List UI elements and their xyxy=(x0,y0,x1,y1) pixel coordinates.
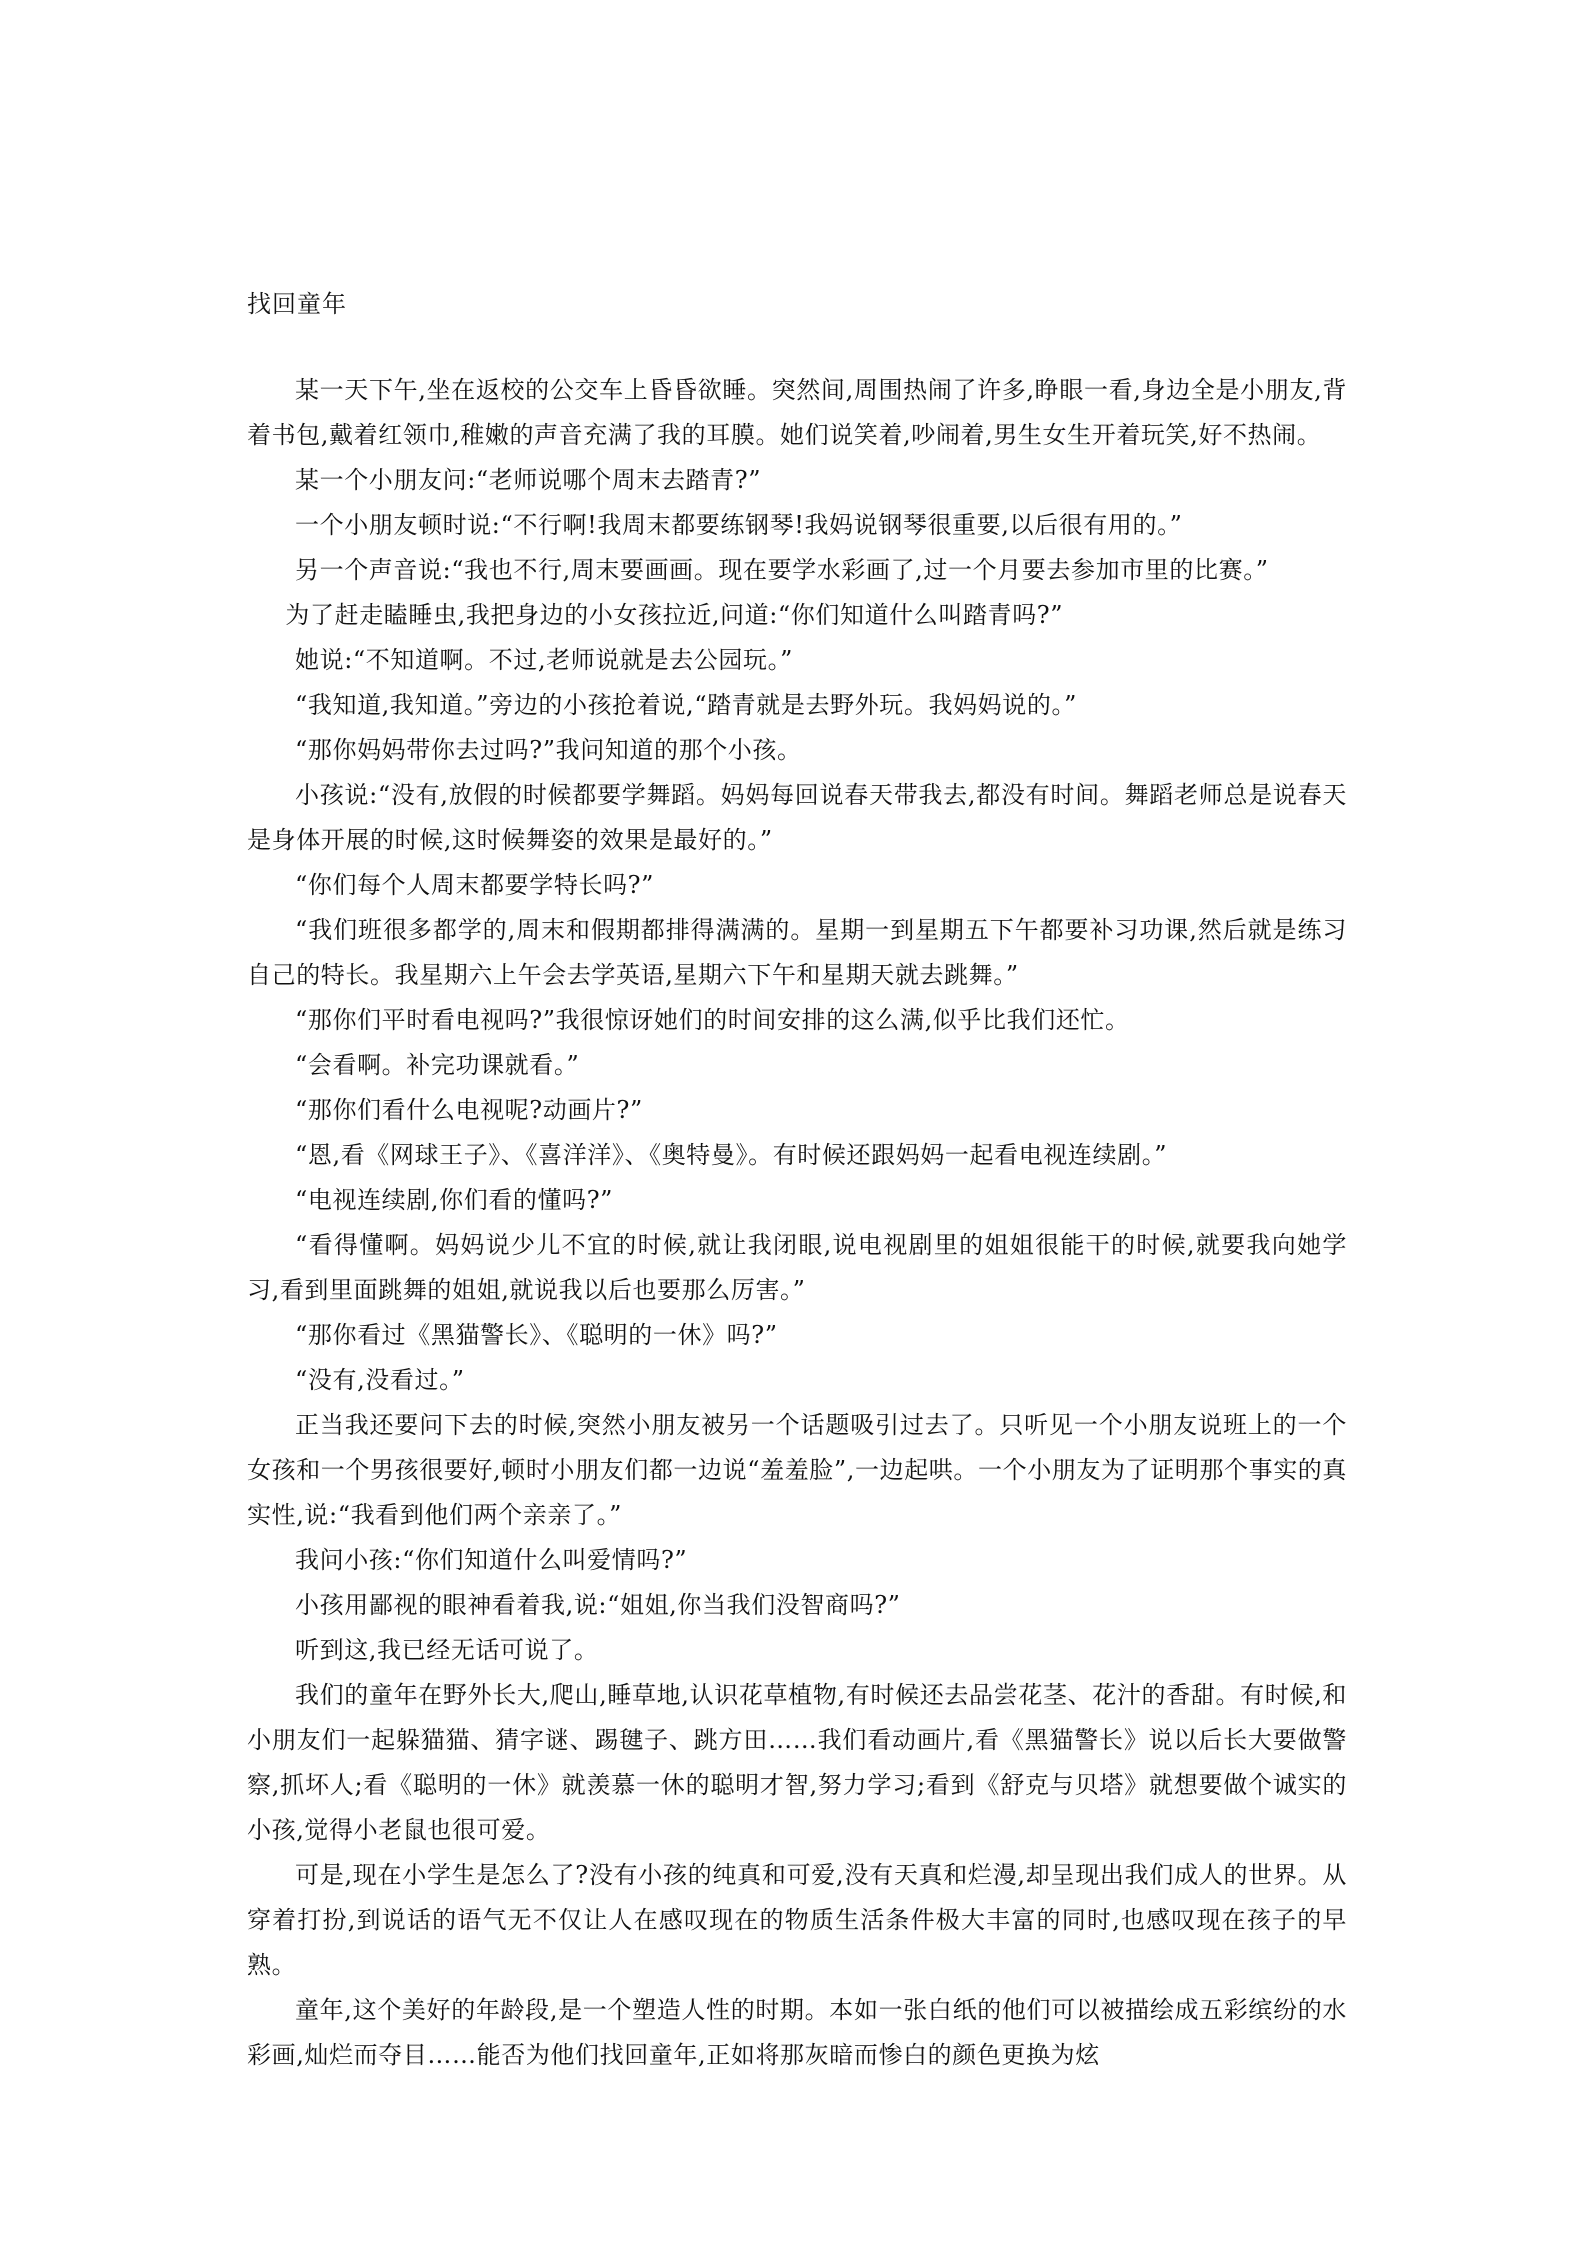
paragraph: 一个小朋友顿时说:“不行啊!我周末都要练钢琴!我妈说钢琴很重要,以后很有用的。” xyxy=(295,511,1183,539)
document-body xyxy=(247,368,1347,2078)
paragraph: 童年,这个美好的年龄段,是一个塑造人性的时期。本如一张白纸的他们可以被描绘成五彩缤纷的水彩画,灿烂而夺目……能否为他们找回童年,正如将那灰暗而惨白的颜色更换为炫 xyxy=(247,1996,1347,2069)
paragraph: 我们的童年在野外长大,爬山,睡草地,认识花草植物,有时候还去品尝花茎、花汁的香甜。有时候,和小朋友们一起躲猫猫、猜字谜、踢毽子、跳方田……我们看动画片,看《黑猫警长》说以后长大要做警察,抓坏人;看《聪明的一休》就羡慕一休的聪明才智,努力学习;看到《舒克与贝塔》就想要做个诚实的小孩,觉得小老鼠也很可爱。 xyxy=(247,1681,1347,1844)
document-title: 找回童年 xyxy=(247,290,347,318)
paragraph: “电视连续剧,你们看的懂吗?” xyxy=(295,1186,614,1214)
paragraph: 为了赶走瞌睡虫,我把身边的小女孩拉近,问道:“你们知道什么叫踏青吗?” xyxy=(285,601,1064,629)
paragraph: 听到这,我已经无话可说了。 xyxy=(295,1636,599,1664)
paragraph: “没有,没看过。” xyxy=(295,1366,465,1394)
paragraph: “那你们平时看电视吗?”我很惊讶她们的时间安排的这么满,似乎比我们还忙。 xyxy=(295,1006,1130,1034)
paragraph: “那你看过《黑猫警长》、《聪明的一休》吗?” xyxy=(295,1321,778,1349)
paragraph: 某一天下午,坐在返校的公交车上昏昏欲睡。突然间,周围热闹了许多,睁眼一看,身边全是小朋友,背着书包,戴着红领巾,稚嫩的声音充满了我的耳膜。她们说笑着,吵闹着,男生女生开着玩笑,好不热闹。 xyxy=(247,376,1347,449)
paragraph: 另一个声音说:“我也不行,周末要画画。现在要学水彩画了,过一个月要去参加市里的比赛。” xyxy=(295,556,1269,584)
paragraph: “那你妈妈带你去过吗?”我问知道的那个小孩。 xyxy=(295,736,802,764)
paragraph: 可是,现在小学生是怎么了?没有小孩的纯真和可爱,没有天真和烂漫,却呈现出我们成人的世界。从穿着打扮,到说话的语气无不仅让人在感叹现在的物质生活条件极大丰富的同时,也感叹现在孩子的早熟。 xyxy=(247,1861,1347,1979)
paragraph: “看得懂啊。妈妈说少儿不宜的时候,就让我闭眼,说电视剧里的姐姐很能干的时候,就要我向她学习,看到里面跳舞的姐姐,就说我以后也要那么厉害。” xyxy=(247,1231,1347,1304)
paragraph: 我问小孩:“你们知道什么叫爱情吗?” xyxy=(295,1546,688,1574)
paragraph: “你们每个人周末都要学特长吗?” xyxy=(295,871,655,899)
paragraph: “会看啊。补完功课就看。” xyxy=(295,1051,580,1079)
paragraph: 小孩用鄙视的眼神看着我,说:“姐姐,你当我们没智商吗?” xyxy=(295,1591,901,1619)
paragraph: 她说:“不知道啊。不过,老师说就是去公园玩。” xyxy=(295,646,794,674)
paragraph: 正当我还要问下去的时候,突然小朋友被另一个话题吸引过去了。只听见一个小朋友说班上的一个女孩和一个男孩很要好,顿时小朋友们都一边说“羞羞脸”,一边起哄。一个小朋友为了证明那个事实的真实性,说:“我看到他们两个亲亲了。” xyxy=(247,1411,1347,1529)
paragraph: 小孩说:“没有,放假的时候都要学舞蹈。妈妈每回说春天带我去,都没有时间。舞蹈老师总是说春天是身体开展的时候,这时候舞姿的效果是最好的。” xyxy=(247,781,1347,854)
paragraph: 某一个小朋友问:“老师说哪个周末去踏青?” xyxy=(295,466,762,494)
paragraph: “我知道,我知道。”旁边的小孩抢着说,“踏青就是去野外玩。我妈妈说的。” xyxy=(295,691,1077,719)
paragraph: “我们班很多都学的,周末和假期都排得满满的。星期一到星期五下午都要补习功课,然后就是练习自己的特长。我星期六上午会去学英语,星期六下午和星期天就去跳舞。” xyxy=(247,916,1347,989)
paragraph: “那你们看什么电视呢?动画片?” xyxy=(295,1096,643,1124)
paragraph: “恩,看《网球王子》、《喜洋洋》、《奥特曼》。有时候还跟妈妈一起看电视连续剧。” xyxy=(295,1141,1168,1169)
